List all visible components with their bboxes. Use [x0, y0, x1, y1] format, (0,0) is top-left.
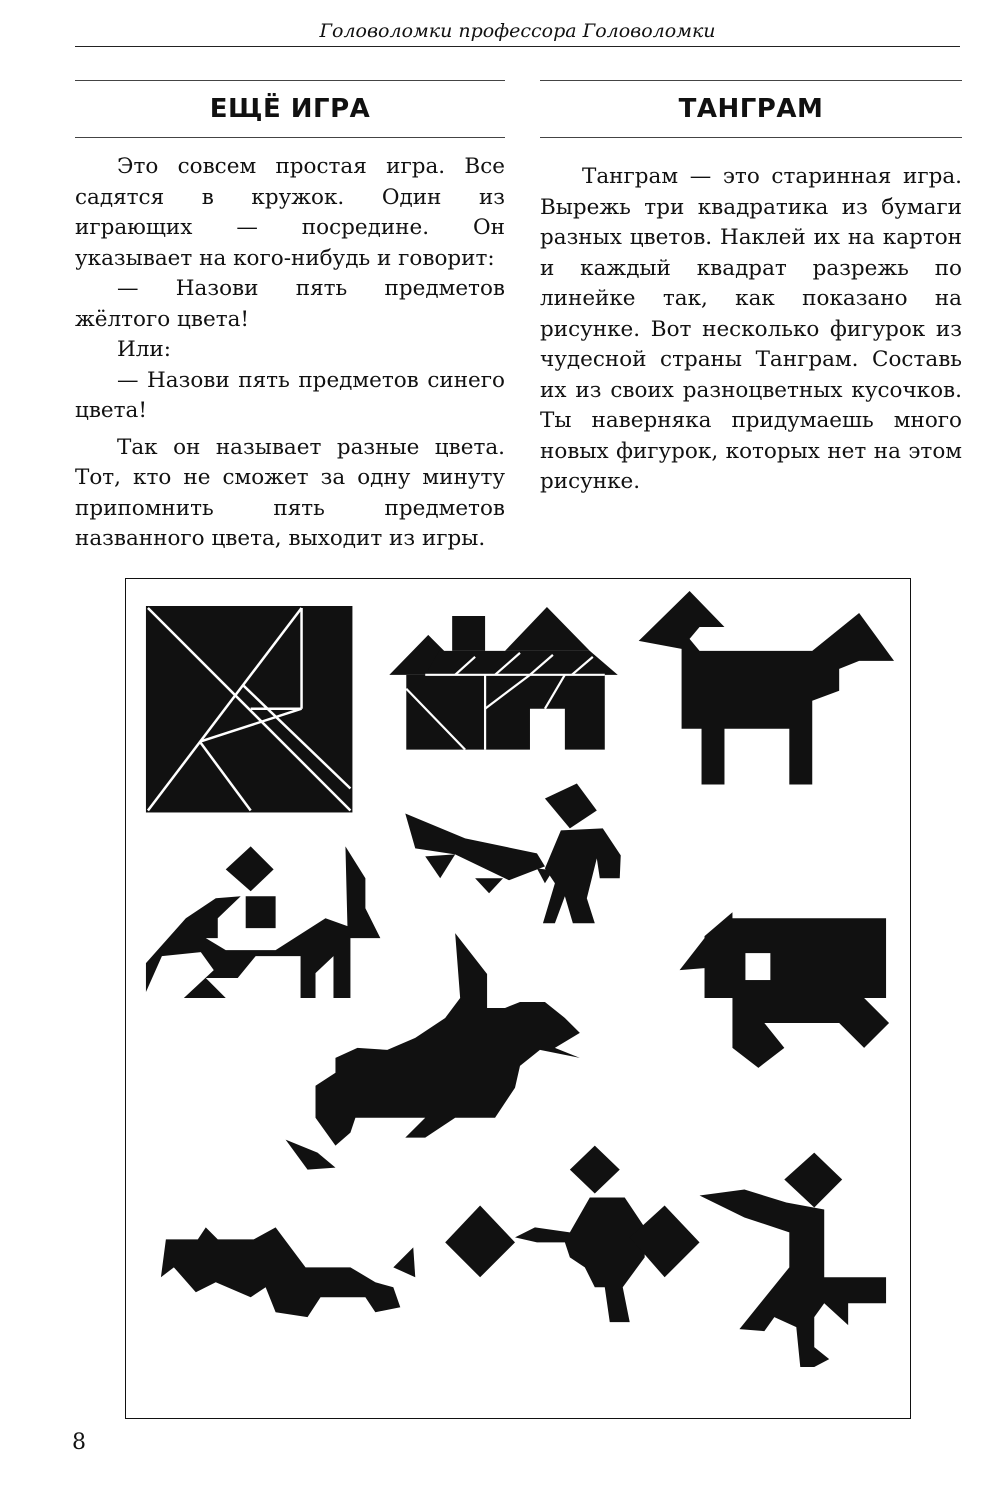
- house: [389, 607, 617, 750]
- man-pushing-diamond: [445, 1146, 699, 1323]
- paragraph: Или:: [117, 337, 171, 362]
- article-left: [75, 80, 505, 555]
- tangram-figure: [125, 578, 911, 1419]
- title-rule-bottom: [540, 137, 962, 138]
- paragraph: Танграм — это старинная игра. Вырежь три квадратика из бумаги разных цветов. Наклей их на картон и каждый квадрат разрежь по линейке так, как показано на рисунке. Вот несколько фигурок из чудесной страны Танграм. Составь их из своих разноцветных кусочков. Ты наверняка придумаешь много новых фигурок, которых нет на этом рисунке.: [540, 164, 962, 494]
- horse: [639, 591, 894, 785]
- rider-on-donkey: [146, 846, 380, 998]
- fox: [286, 933, 580, 1169]
- title-rule-bottom: [75, 137, 505, 138]
- article-body: [540, 162, 962, 498]
- man-pushing-cart: [405, 784, 620, 924]
- paragraph: — Назови пять предметов синего цвета!: [75, 367, 505, 423]
- runner: [700, 1153, 887, 1367]
- article-title: ЕЩЁ ИГРА: [209, 94, 371, 124]
- truck: [680, 912, 889, 1068]
- paragraph: Это совсем простая игра. Все садятся в кружок. Один из играющих — посредине. Он указывает на кого-нибудь и говорит:: [75, 154, 505, 271]
- article-right: [540, 80, 962, 498]
- header-divider: [75, 46, 960, 47]
- page-number: 8: [72, 1430, 86, 1455]
- paragraph: Так он называет разные цвета. Тот, кто не сможет за одну минуту припомнить пять предметов названного цвета, выходит из игры.: [75, 434, 505, 551]
- running-title: Головоломки профессора Головоломки: [319, 20, 716, 42]
- article-title: ТАНГРАМ: [678, 94, 824, 124]
- article-body: [75, 152, 505, 555]
- paragraph: — Назови пять предметов жёлтого цвета!: [75, 276, 505, 332]
- tangram-square: [146, 606, 352, 812]
- cat-lying: [161, 1227, 415, 1317]
